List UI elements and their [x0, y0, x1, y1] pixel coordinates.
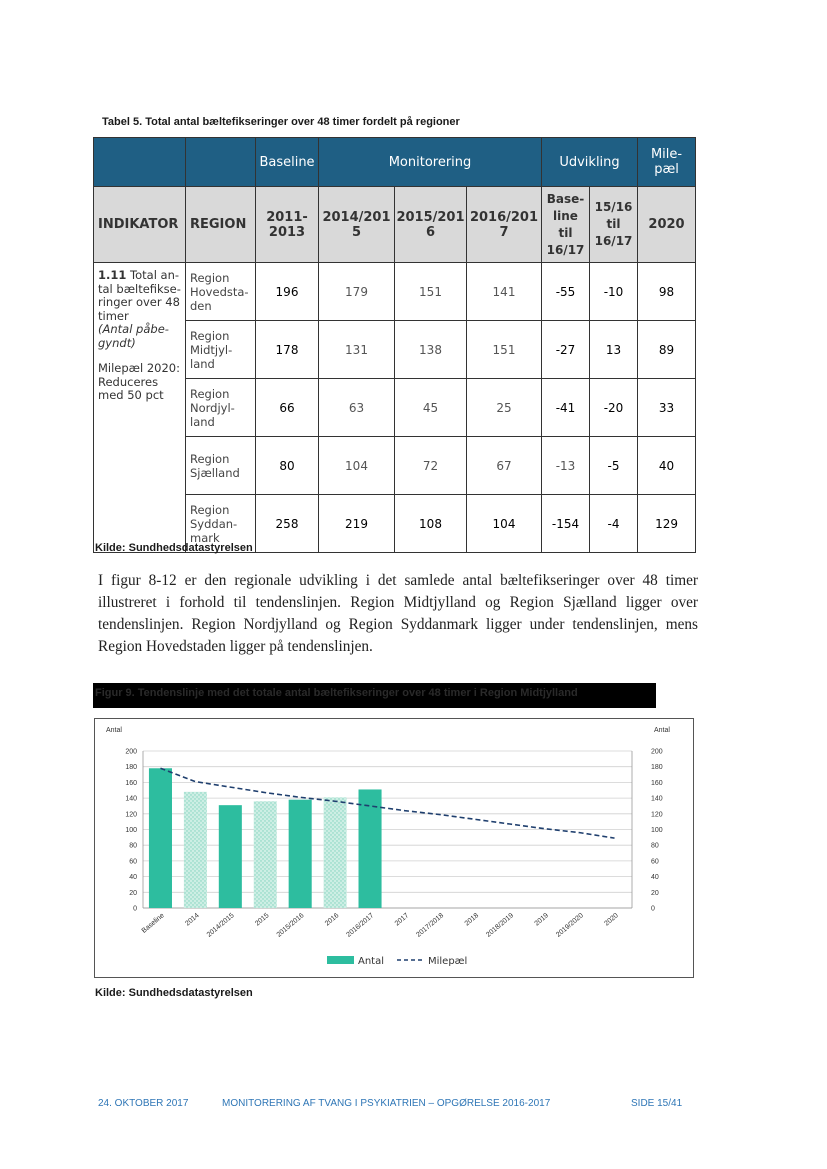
indicator-italic-1: (Antal påbe- — [98, 322, 169, 336]
value-cell: 129 — [638, 495, 696, 553]
hdr-c1-l1: 2011- — [266, 209, 308, 225]
hdr-c4-l2: 7 — [499, 224, 509, 240]
hdr-c1-l2: 2013 — [268, 224, 306, 240]
hdr-c3-l1: 2015/201 — [396, 209, 465, 225]
y-tick-label-right: 180 — [651, 764, 663, 772]
header-development: Udvikling — [542, 138, 638, 187]
value-cell: -154 — [542, 495, 590, 553]
header-row-1 — [94, 138, 696, 187]
value-cell: 104 — [467, 495, 542, 553]
body-paragraph: I figur 8-12 er den regionale udvikling i det samlede antal bæltefikseringer over 48 timer illustreret i forhold til tendenslinjen. Region Midtjylland og Region Sjælland ligger over tendenslinjen. Region Nordjylland og Region Syddanmark ligger under tendenslinjen, mens Region Hovedstaden ligger på tendenslinjen. — [98, 572, 698, 655]
x-tick-label: 2017/2018 — [415, 912, 446, 939]
region-l3: den — [190, 298, 212, 313]
region-l3: mark — [190, 530, 220, 545]
hdr-c3-l2: 6 — [425, 224, 436, 240]
indicator-number: 1.11 — [98, 268, 127, 282]
region-l1: Region — [190, 270, 230, 285]
region-l1: Region — [190, 451, 230, 466]
bar-2014/2015 — [219, 805, 242, 908]
legend-label-bar: Antal — [358, 956, 385, 967]
y-tick-label-left: 60 — [129, 858, 137, 866]
region-l1: Region — [190, 328, 230, 343]
y-tick-label-right: 20 — [651, 889, 659, 897]
indicator-text-1: Total an- — [126, 268, 180, 282]
indicator-milestone-1: Milepæl 2020: — [98, 361, 180, 375]
region-l1: Region — [190, 386, 230, 401]
value-cell: 98 — [638, 263, 696, 321]
value-cell: -55 — [542, 263, 590, 321]
value-cell: 80 — [256, 437, 319, 495]
value-cell: 104 — [319, 437, 395, 495]
header-baseline: Baseline — [256, 138, 319, 187]
x-tick-label: 2015/2016 — [275, 912, 306, 939]
value-cell: 151 — [395, 263, 467, 321]
hdr-c6-l2: til — [606, 217, 621, 231]
value-cell: 67 — [467, 437, 542, 495]
y-tick-label-left: 160 — [125, 779, 137, 787]
y-axis-label-right: Antal — [654, 727, 670, 734]
x-tick-label: 2014/2015 — [205, 912, 236, 939]
header-milestone-l2: pæl — [654, 162, 679, 177]
x-tick-label: 2018 — [463, 912, 481, 928]
table-caption: Tabel 5. Total antal bæltefikseringer over 48 timer fordelt på regioner — [102, 116, 460, 128]
value-cell: 219 — [319, 495, 395, 553]
x-tick-label: 2016/2017 — [345, 912, 376, 939]
footer-date: 24. OKTOBER 2017 — [98, 1098, 189, 1109]
value-cell: 66 — [256, 379, 319, 437]
region-l2: Midtjyl- — [190, 342, 233, 357]
x-tick-label: 2015 — [254, 912, 271, 928]
region-l1: Region — [190, 502, 230, 517]
header-col-2011-2013 — [256, 187, 319, 263]
hdr-c5-l3: til — [558, 225, 573, 240]
value-cell: -13 — [542, 437, 590, 495]
region-l3: land — [190, 414, 215, 429]
y-tick-label-left: 200 — [125, 748, 137, 756]
x-tick-label: 2020 — [603, 912, 620, 928]
value-cell: -5 — [590, 437, 638, 495]
y-tick-label-right: 60 — [651, 858, 659, 866]
header-col-year-diff — [590, 187, 638, 263]
hdr-c4-l1: 2016/201 — [469, 209, 539, 225]
y-axis-label-left: Antal — [106, 727, 122, 734]
bar-2016/2017 — [359, 789, 382, 908]
figure-source: Kilde: Sundhedsdatastyrelsen — [95, 987, 253, 999]
bar-Baseline — [149, 768, 172, 908]
value-cell: -20 — [590, 379, 638, 437]
value-cell: 72 — [395, 437, 467, 495]
header-col-2020: 2020 — [638, 187, 696, 263]
header-region: REGION — [186, 187, 256, 263]
y-tick-label-left: 80 — [129, 842, 137, 850]
region-cell — [186, 321, 256, 379]
value-cell: 33 — [638, 379, 696, 437]
hdr-c5-l2: line — [553, 208, 578, 223]
value-cell: 179 — [319, 263, 395, 321]
y-tick-label-right: 100 — [651, 827, 663, 834]
value-cell: 45 — [395, 379, 467, 437]
y-tick-label-right: 120 — [651, 811, 663, 819]
hdr-c6-l3: 16/17 — [594, 234, 633, 248]
value-cell: 40 — [638, 437, 696, 495]
value-cell: 13 — [590, 321, 638, 379]
indicator-milestone-2: Reduceres — [98, 374, 159, 389]
x-tick-label: 2016 — [323, 912, 341, 928]
region-l2: Syddan- — [190, 516, 238, 531]
region-cell — [186, 263, 256, 321]
table-source: Kilde: Sundhedsdatastyrelsen — [95, 542, 253, 554]
value-cell: -41 — [542, 379, 590, 437]
x-tick-label: 2019 — [533, 912, 550, 928]
region-cell — [186, 379, 256, 437]
header-col-2016-2017 — [467, 187, 542, 263]
indicator-cell — [94, 263, 186, 553]
y-tick-label-left: 120 — [125, 811, 137, 819]
x-tick-label: Baseline — [140, 912, 166, 935]
footer-title: MONITORERING AF TVANG I PSYKIATRIEN – OPGØRELSE 2016-2017 — [222, 1098, 551, 1109]
legend-swatch-bar — [327, 956, 354, 964]
chart-legend — [327, 956, 467, 967]
region-l2: Sjælland — [190, 465, 240, 480]
hdr-c2-l2: 5 — [351, 224, 362, 240]
region-l2: Hovedsta- — [190, 284, 249, 299]
y-tick-label-left: 40 — [129, 874, 137, 882]
region-cell — [186, 437, 256, 495]
value-cell: -27 — [542, 321, 590, 379]
hdr-c2-l1: 2014/201 — [322, 209, 391, 225]
region-l2: Nordjyl- — [190, 400, 235, 415]
header-col-2015-2016 — [395, 187, 467, 263]
value-cell: 89 — [638, 321, 696, 379]
x-tick-label: 2018/2019 — [485, 912, 516, 939]
hdr-c5-l1: Base- — [546, 191, 585, 206]
legend-label-line: Milepæl — [428, 956, 468, 967]
region-table — [93, 137, 696, 553]
trend-chart — [94, 718, 694, 978]
y-tick-label-right: 140 — [651, 795, 663, 803]
y-tick-label-right: 200 — [651, 748, 663, 756]
indicator-italic-2: gyndt) — [98, 335, 136, 350]
value-cell: 63 — [319, 379, 395, 437]
y-tick-label-left: 180 — [125, 764, 137, 772]
value-cell: 25 — [467, 379, 542, 437]
header-col-2014-2015 — [319, 187, 395, 263]
region-l3: land — [190, 356, 215, 371]
hdr-c6-l1: 15/16 — [594, 200, 633, 214]
value-cell: 196 — [256, 263, 319, 321]
header-empty-region — [186, 138, 256, 187]
figure-title: Figur 9. Tendenslinje med det totale antal bæltefikseringer over 48 timer i Region Midtjylland — [95, 687, 578, 699]
indicator-milestone-3: med 50 pct — [98, 388, 164, 402]
value-cell: 141 — [467, 263, 542, 321]
header-milestone-l1: Mile- — [650, 147, 683, 162]
indicator-text-3: ringer over 48 — [98, 295, 180, 309]
y-tick-label-right: 0 — [651, 905, 655, 913]
header-monitoring: Monitorering — [319, 138, 542, 187]
y-tick-label-left: 0 — [133, 905, 137, 913]
value-cell: 151 — [467, 321, 542, 379]
header-col-baseline-diff — [542, 187, 590, 263]
x-tick-label: 2017 — [393, 912, 411, 928]
value-cell: -10 — [590, 263, 638, 321]
footer-page: SIDE 15/41 — [631, 1098, 683, 1109]
header-milestone — [638, 138, 696, 187]
value-cell: 138 — [395, 321, 467, 379]
indicator-text-4: timer — [98, 308, 129, 323]
y-tick-label-right: 160 — [651, 779, 663, 787]
y-tick-label-right: 40 — [651, 874, 659, 882]
value-cell: 108 — [395, 495, 467, 553]
indicator-text-2: tal bæltefikse- — [98, 281, 181, 296]
hdr-c5-l4: 16/17 — [546, 242, 585, 257]
value-cell: 258 — [256, 495, 319, 553]
header-empty-indicator — [94, 138, 186, 187]
y-tick-label-left: 140 — [125, 795, 137, 803]
value-cell: -4 — [590, 495, 638, 553]
header-row-2 — [94, 187, 696, 263]
x-tick-label: 2019/2020 — [555, 912, 585, 939]
y-tick-label-right: 80 — [651, 842, 659, 850]
header-indicator: INDIKATOR — [94, 187, 186, 263]
value-cell: 131 — [319, 321, 395, 379]
x-tick-label: 2014 — [184, 912, 201, 928]
table-row — [94, 263, 696, 321]
bar-2014 — [184, 792, 207, 908]
value-cell: 178 — [256, 321, 319, 379]
bar-2016 — [324, 797, 347, 908]
bar-2015/2016 — [289, 800, 312, 908]
y-tick-label-left: 20 — [129, 889, 137, 897]
bar-2015 — [254, 801, 277, 908]
y-tick-label-left: 100 — [125, 827, 137, 834]
